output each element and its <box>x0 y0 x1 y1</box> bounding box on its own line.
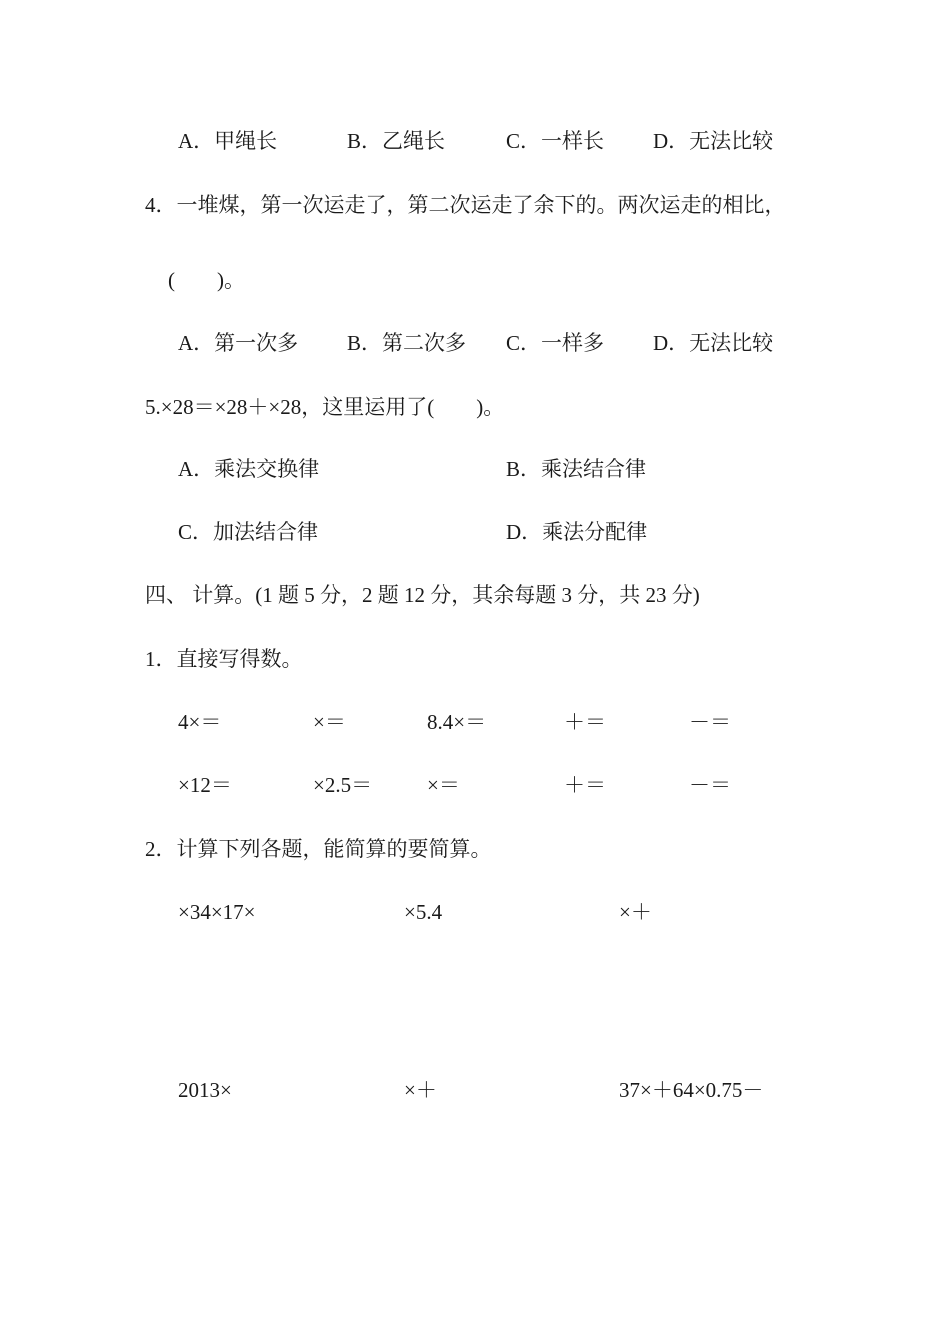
q4-option-a: A．第一次多 <box>178 331 299 355</box>
q3-option-a: A．甲绳长 <box>178 129 278 153</box>
q5-option-c: C．加法结合律 <box>178 520 319 544</box>
q4-option-b: B．第二次多 <box>347 331 467 355</box>
mental-calc-item: ×2.5＝ <box>313 773 373 797</box>
q4-answer-blank: ( )。 <box>168 268 245 292</box>
calc-problem: ×＋ <box>404 1078 437 1102</box>
sub1-title: 1．直接写得数。 <box>145 647 303 671</box>
mental-calc-item: ×12＝ <box>178 773 232 797</box>
q5-option-a: A．乘法交换律 <box>178 457 320 481</box>
q3-option-d: D．无法比较 <box>653 129 774 153</box>
q4-stem: 4．一堆煤，第一次运走了，第二次运走了余下的。两次运走的相比， <box>145 193 786 217</box>
mental-calc-item: ×＝ <box>427 773 460 797</box>
section4-title: 四、 计算。(1 题 5 分，2 题 12 分，其余每题 3 分，共 23 分) <box>145 583 700 607</box>
q5-option-d: D．乘法分配律 <box>506 520 648 544</box>
q5-stem: 5.×28＝×28＋×28，这里运用了( )。 <box>145 395 505 419</box>
q3-option-b: B．乙绳长 <box>347 129 446 153</box>
mental-calc-item: ＋＝ <box>564 773 606 797</box>
calc-problem: 2013× <box>178 1078 232 1102</box>
mental-calc-item: －＝ <box>689 710 731 734</box>
mental-calc-item: ＋＝ <box>564 710 606 734</box>
calc-problem: ×34×17× <box>178 900 256 924</box>
sub2-title: 2．计算下列各题，能简算的要简算。 <box>145 837 492 861</box>
calc-problem: 37×＋64×0.75－ <box>619 1078 764 1102</box>
mental-calc-item: ×＝ <box>313 710 346 734</box>
q4-option-d: D．无法比较 <box>653 331 774 355</box>
q4-option-c: C．一样多 <box>506 331 605 355</box>
mental-calc-item: 4×＝ <box>178 710 222 734</box>
mental-calc-item: 8.4×＝ <box>427 710 487 734</box>
q3-option-c: C．一样长 <box>506 129 605 153</box>
calc-problem: ×5.4 <box>404 900 443 924</box>
q5-option-b: B．乘法结合律 <box>506 457 647 481</box>
mental-calc-item: －＝ <box>689 773 731 797</box>
calc-problem: ×＋ <box>619 900 652 924</box>
